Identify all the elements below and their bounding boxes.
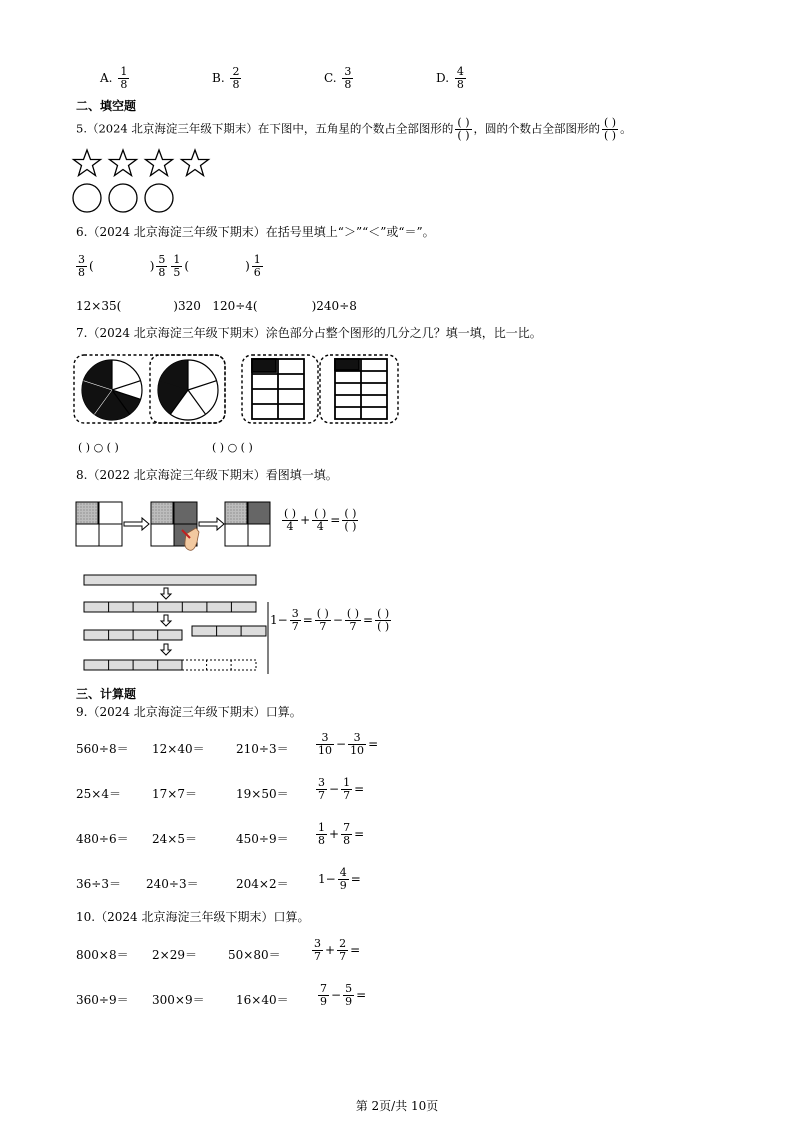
option-a: A. $\frac{1}{8}$ <box>100 65 128 91</box>
circle-fraction-1 <box>82 360 142 420</box>
circle-shape <box>145 184 173 212</box>
grid-fraction-2 <box>335 359 387 419</box>
question-5: 5.（2024 北京海淀三年级下期末）在下图中，五角星的个数占全部图形的 $\frac{( )}{( )}$ ，圆的个数占全部图形的 $\frac{( )}{( )}$ 。 <box>76 116 632 142</box>
question-7: 7.（2024 北京海淀三年级下期末）涂色部分占整个图形的几分之几？填一填，比一比。 <box>76 326 542 340</box>
calc-fraction-item: 1− $\frac{4}{9}$ = <box>318 866 361 892</box>
q7-figures <box>72 352 402 430</box>
option-b: B. $\frac{2}{8}$ <box>212 65 240 91</box>
section-title-calculation: 三、计算题 <box>76 687 137 701</box>
calc-item: 450÷9＝ <box>236 832 289 846</box>
answer-fraction-stars[interactable]: $\frac{( )}{( )}$ <box>457 116 470 142</box>
question-6: 6.（2024 北京海淀三年级下期末）在括号里填上“＞”“＜”或“＝”。 <box>76 225 435 239</box>
calc-fraction-item: $\frac{3}{10}$ − $\frac{3}{10}$ = <box>318 731 379 757</box>
calc-item: 24×5＝ <box>152 832 197 846</box>
calc-item: 16×40＝ <box>236 993 289 1007</box>
star-shape <box>74 150 101 176</box>
grid-fraction-1 <box>252 359 304 419</box>
option-c: C. $\frac{3}{8}$ <box>324 65 352 91</box>
calc-fraction-item: $\frac{3}{7}$ + $\frac{2}{7}$ = <box>314 937 361 963</box>
circle-fraction-2 <box>158 360 218 420</box>
q8-squares-figure <box>74 500 274 558</box>
calc-item: 204×2＝ <box>236 877 289 891</box>
calc-item: 300×9＝ <box>152 993 205 1007</box>
q6-row-2: 12×35( )320 120÷4( )240÷8 <box>76 299 357 313</box>
option-d: D. $\frac{4}{8}$ <box>436 65 464 91</box>
calc-item: 360÷9＝ <box>76 993 129 1007</box>
circle-shape <box>109 184 137 212</box>
q7-compare-b[interactable]: ( ) ○ ( ) <box>212 441 253 454</box>
question-10: 10.（2024 北京海淀三年级下期末）口算。 <box>76 910 310 924</box>
q7-compare-a[interactable]: ( ) ○ ( ) <box>78 441 119 454</box>
calc-item: 25×4＝ <box>76 787 121 801</box>
calc-item: 210÷3＝ <box>236 742 289 756</box>
question-8: 8.（2022 北京海淀三年级下期末）看图填一填。 <box>76 468 338 482</box>
question-9: 9.（2024 北京海淀三年级下期末）口算。 <box>76 705 302 719</box>
q8-equation-1: $\frac{( )}{4}$ + $\frac{( )}{4}$ = $\frac{( )}{( )}$ <box>284 507 357 533</box>
calc-item: 560÷8＝ <box>76 742 129 756</box>
stars-and-circles-figure <box>72 148 212 214</box>
section-title-fill-blank: 二、填空题 <box>76 99 137 113</box>
star-shape <box>182 150 209 176</box>
calc-fraction-item: $\frac{7}{9}$ − $\frac{5}{9}$ = <box>320 982 367 1008</box>
calc-item: 19×50＝ <box>236 787 289 801</box>
calc-item: 480÷6＝ <box>76 832 129 846</box>
calc-item: 800×8＝ <box>76 948 129 962</box>
circle-shape <box>73 184 101 212</box>
page-footer: 第 2页/共 10页 <box>355 1099 439 1113</box>
calc-item: 12×40＝ <box>152 742 205 756</box>
q6-row-1: $\frac{3}{8}$ ( ) $\frac{5}{8}$ $\frac{1}{5}$ ( ) $\frac{1}{6}$ <box>78 253 261 279</box>
calc-item: 17×7＝ <box>152 787 197 801</box>
calc-item: 50×80＝ <box>228 948 281 962</box>
calc-item: 2×29＝ <box>152 948 197 962</box>
star-shape <box>110 150 137 176</box>
q8-equation-2: 1− $\frac{3}{7}$ = $\frac{( )}{7}$ − $\frac{( )}{7}$ = $\frac{( )}{( )}$ <box>270 607 390 633</box>
calc-item: 36÷3＝ <box>76 877 121 891</box>
answer-fraction-circles[interactable]: $\frac{( )}{( )}$ <box>604 116 617 142</box>
star-shape <box>146 150 173 176</box>
calc-item: 240÷3＝ <box>146 877 199 891</box>
q8-strip-figure <box>82 572 272 676</box>
calc-fraction-item: $\frac{1}{8}$ + $\frac{7}{8}$ = <box>318 821 365 847</box>
calc-fraction-item: $\frac{3}{7}$ − $\frac{1}{7}$ = <box>318 776 365 802</box>
